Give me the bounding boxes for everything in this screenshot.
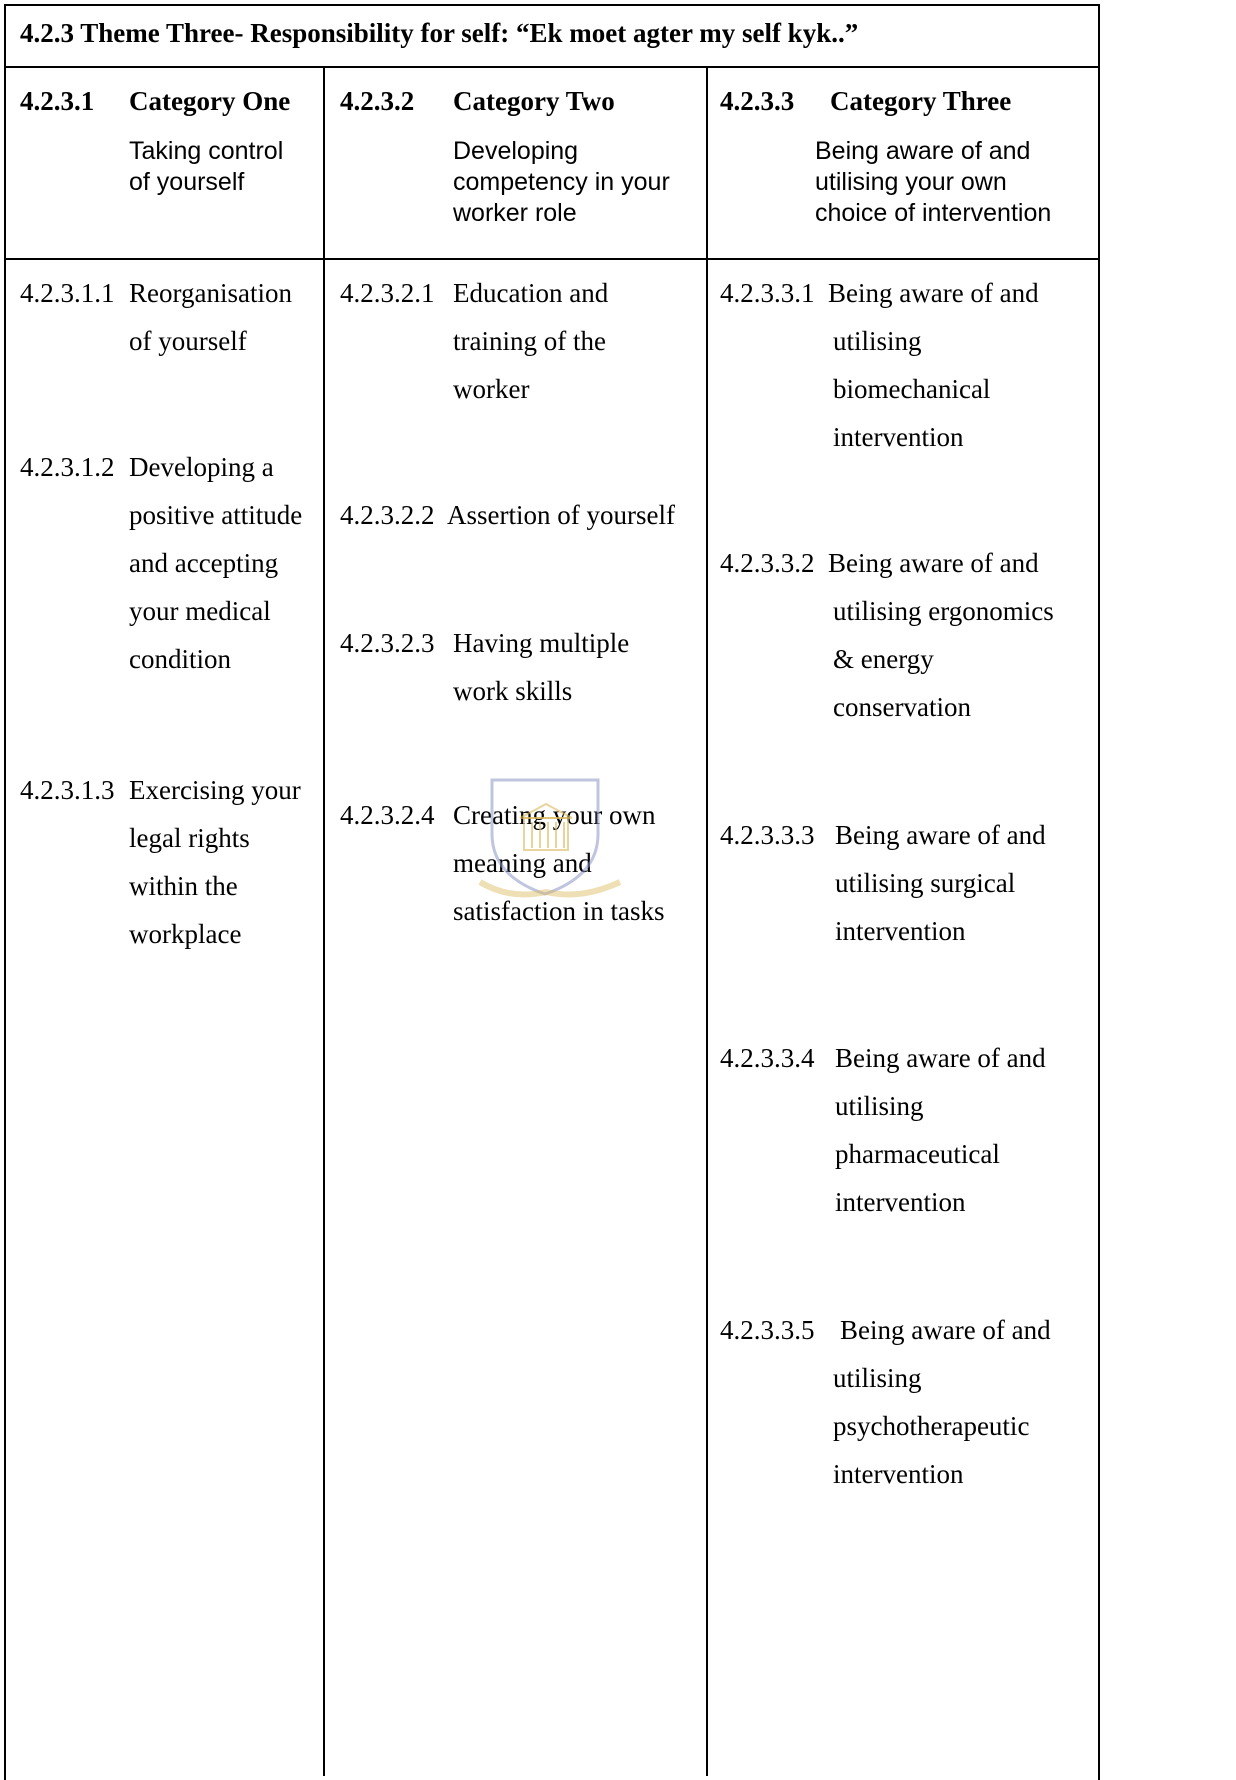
item-4-2-3-2-4-line-3: satisfaction in tasks <box>453 896 665 926</box>
item-4-2-3-3-2-number: 4.2.3.3.2 <box>720 548 815 578</box>
item-4-2-3-3-3-line-1: Being aware of and <box>835 820 1046 850</box>
category-two-description: Developing competency in your worker role <box>453 137 670 227</box>
item-4-2-3-2-1-line-2: training of the <box>453 326 606 356</box>
item-4-2-3-2-1-line-1: Education and <box>453 278 609 308</box>
item-4-2-3-3-2-line-3: & energy <box>833 644 934 674</box>
item-4-2-3-3-5-line-1: Being aware of and <box>840 1315 1051 1345</box>
item-4-2-3-2-2-line-1: Assertion of yourself <box>447 500 675 530</box>
item-4-2-3-1-2-line-4: your medical <box>129 596 271 626</box>
category-one-number: 4.2.3.1 <box>20 86 95 116</box>
category-two-name: Category Two <box>453 86 615 116</box>
item-4-2-3-1-3-number: 4.2.3.1.3 <box>20 775 115 805</box>
category-one-name: Category One <box>129 86 291 116</box>
crest-ribbon <box>480 882 620 894</box>
item-4-2-3-2-3-line-1: Having multiple <box>453 628 630 658</box>
item-4-2-3-3-4-line-3: pharmaceutical <box>835 1139 1000 1169</box>
item-4-2-3-1-3-line-3: within the <box>129 871 238 901</box>
item-4-2-3-2-3-line-2: work skills <box>453 676 573 706</box>
item-4-2-3-3-4-line-4: intervention <box>835 1187 966 1217</box>
item-4-2-3-2-2-number: 4.2.3.2.2 <box>340 500 435 530</box>
title-divider <box>4 66 1100 68</box>
item-4-2-3-3-1-line-1: Being aware of and <box>828 278 1039 308</box>
item-4-2-3-1-1-number: 4.2.3.1.1 <box>20 278 115 308</box>
item-4-2-3-3-3-line-3: intervention <box>835 916 966 946</box>
item-4-2-3-2-4-number: 4.2.3.2.4 <box>340 800 435 830</box>
item-4-2-3-1-2-number: 4.2.3.1.2 <box>20 452 115 482</box>
item-4-2-3-1-2-line-1: Developing a <box>129 452 274 482</box>
category-three-name: Category Three <box>830 86 1012 116</box>
column-divider-1 <box>323 66 325 1776</box>
item-4-2-3-1-1-line-1: Reorganisation <box>129 278 292 308</box>
item-4-2-3-3-2-line-2: utilising ergonomics <box>833 596 1054 626</box>
item-4-2-3-1-1-line-2: of yourself <box>129 326 247 356</box>
crest-building <box>524 818 568 850</box>
category-two-number: 4.2.3.2 <box>340 86 415 116</box>
item-4-2-3-3-3-number: 4.2.3.3.3 <box>720 820 815 850</box>
category-three-description: Being aware of and utilising your own choice of intervention <box>815 137 1052 227</box>
item-4-2-3-2-1-number: 4.2.3.2.1 <box>340 278 435 308</box>
crest-shield <box>492 780 598 894</box>
item-4-2-3-1-3-line-2: legal rights <box>129 823 250 853</box>
item-4-2-3-2-3-number: 4.2.3.2.3 <box>340 628 435 658</box>
theme-title: 4.2.3 Theme Three- Responsibility for self: “Ek moet agter my self kyk..” <box>20 18 859 48</box>
item-4-2-3-3-3-line-2: utilising surgical <box>835 868 1016 898</box>
item-4-2-3-3-1-line-3: biomechanical <box>833 374 991 404</box>
item-4-2-3-3-4-number: 4.2.3.3.4 <box>720 1043 815 1073</box>
item-4-2-3-3-1-number: 4.2.3.3.1 <box>720 278 815 308</box>
university-crest-watermark <box>470 772 630 902</box>
item-4-2-3-3-5-line-4: intervention <box>833 1459 964 1489</box>
item-4-2-3-3-5-number: 4.2.3.3.5 <box>720 1315 815 1345</box>
item-4-2-3-1-3-line-4: workplace <box>129 919 242 949</box>
item-4-2-3-1-2-line-3: and accepting <box>129 548 279 578</box>
item-4-2-3-3-1-line-2: utilising <box>833 326 922 356</box>
item-4-2-3-1-2-line-2: positive attitude <box>129 500 303 530</box>
item-4-2-3-3-2-line-4: conservation <box>833 692 971 722</box>
item-4-2-3-3-4-line-2: utilising <box>835 1091 924 1121</box>
category-one-description: Taking control of yourself <box>129 137 284 196</box>
category-three-number: 4.2.3.3 <box>720 86 795 116</box>
item-4-2-3-3-1-line-4: intervention <box>833 422 964 452</box>
header-divider <box>4 258 1100 260</box>
item-4-2-3-1-3-line-1: Exercising your <box>129 775 301 805</box>
crest-pediment <box>520 804 572 818</box>
item-4-2-3-3-2-line-1: Being aware of and <box>828 548 1039 578</box>
item-4-2-3-3-4-line-1: Being aware of and <box>835 1043 1046 1073</box>
item-4-2-3-3-5-line-2: utilising <box>833 1363 922 1393</box>
item-4-2-3-1-2-line-5: condition <box>129 644 231 674</box>
item-4-2-3-2-4-line-2: meaning and <box>453 848 592 878</box>
item-4-2-3-2-1-line-3: worker <box>453 374 530 404</box>
item-4-2-3-2-4-line-1: Creating your own <box>453 800 656 830</box>
item-4-2-3-3-5-line-3: psychotherapeutic <box>833 1411 1030 1441</box>
column-divider-2 <box>706 66 708 1776</box>
